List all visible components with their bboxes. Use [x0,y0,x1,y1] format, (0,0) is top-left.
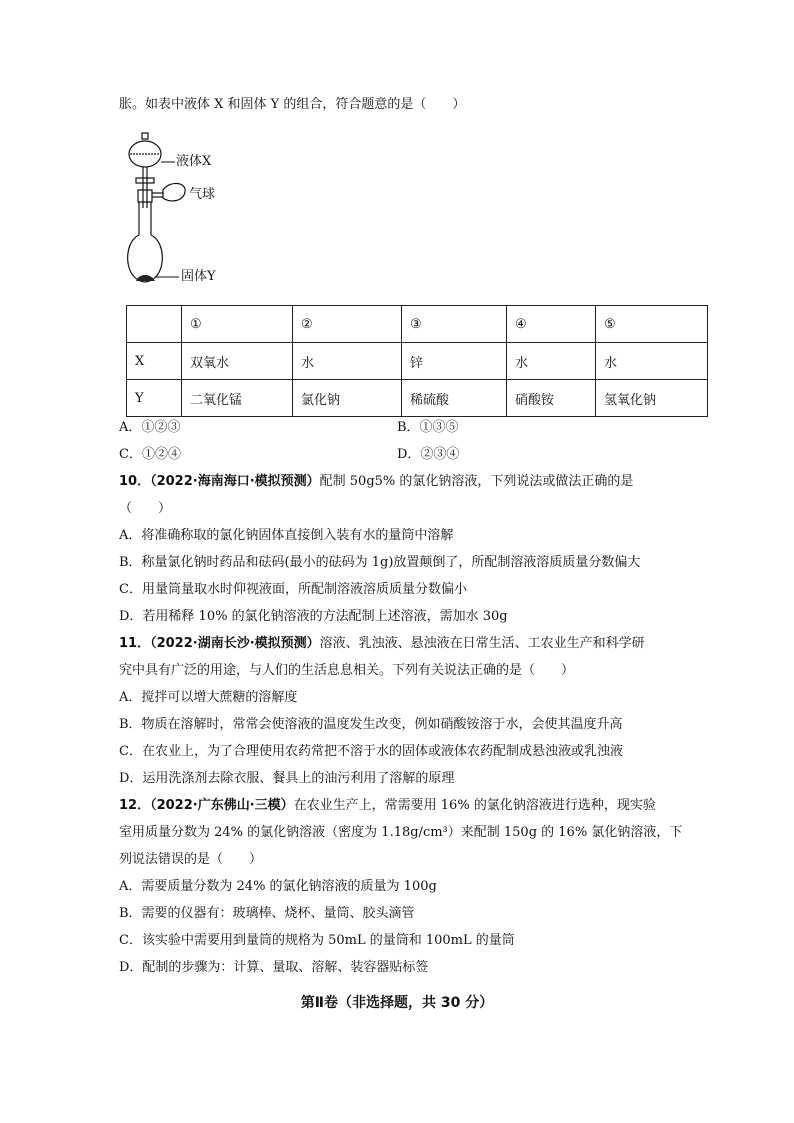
table-cell: 锌 [402,343,507,380]
q9-option-b: B．①③⑤ [397,420,459,435]
table-cell: 氯化钠 [293,380,402,417]
q12-stem-text: 在农业生产上，常需要用 16% 的氯化钠溶液进行选种，现实验 [293,798,656,813]
solid-pile [136,275,155,281]
q10-stem [119,473,633,491]
table-header-row [127,306,708,343]
q10-stem-text: 配制 50g5% 的氯化钠溶液，下列说法或做法正确的是 [319,474,634,489]
q12-option-d: D．配制的步骤为：计算、量取、溶解、装容器贴标签 [119,960,429,975]
question-9-stem-tail: 胀。如表中液体 X 和固体 Y 的组合，符合题意的是（ ） [119,97,466,112]
q11-number: 11． [119,636,151,651]
table-cell: Y [127,380,182,417]
apparatus-figure [115,130,245,288]
table-cell: 水 [596,343,708,380]
table-row [127,380,708,417]
table-cell: X [127,343,182,380]
table-cell: 二氧化锰 [182,380,293,417]
section-title: 第Ⅱ卷（非选择题，共 30 分） [300,995,494,1011]
table-cell: 双氧水 [182,343,293,380]
label-liquid-x: 液体X [176,154,212,169]
q10-number: 10． [119,474,151,489]
table-cell: 氢氧化钠 [596,380,708,417]
table-cell: 水 [293,343,402,380]
q10-option-c: C．用量筒量取水时仰视液面，所配制溶液溶质质量分数偏小 [119,582,467,597]
q11-source: （2022·湖南长沙·模拟预测） [150,636,320,651]
q11-stem [119,635,645,653]
q12-stem-line3: 列说法错误的是（ ） [119,852,263,867]
table-cell: ② [293,306,402,343]
q11-stem-text: 溶液、乳浊液、悬浊液在日常生活、工农业生产和科学研 [319,636,645,651]
table-cell: ① [182,306,293,343]
q12-option-c: C．该实验中需要用到量筒的规格为 50mL 的量筒和 100mL 的量筒 [119,933,515,948]
q10-option-d: D．若用稀释 10% 的氯化钠溶液的方法配制上述溶液，需加水 30g [119,609,508,624]
label-solid-y: 固体Y [181,269,216,284]
q11-option-a: A．搅拌可以增大蔗糖的溶解度 [119,690,298,705]
q10-source: （2022·海南海口·模拟预测） [150,474,320,489]
table-cell: ④ [507,306,596,343]
q12-option-b: B．需要的仪器有：玻璃棒、烧杯、量筒、胶头滴管 [119,906,415,921]
q11-option-d: D．运用洗涤剂去除衣服、餐具上的油污利用了溶解的原理 [119,771,455,786]
table-cell: 硝酸铵 [507,380,596,417]
q10-stem-blank: （ ） [119,501,172,516]
table-cell: 稀硫酸 [402,380,507,417]
q12-stem [119,797,656,815]
q12-option-a: A．需要质量分数为 24% 的氯化钠溶液的质量为 100g [119,879,437,894]
q11-stem-line2: 究中具有广泛的用途，与人们的生活息息相关。下列有关说法正确的是（ ） [119,663,575,678]
q9-option-d: D．②③④ [397,447,460,462]
table-row [127,343,708,380]
q11-option-b: B．物质在溶解时，常常会使溶液的温度发生改变，例如硝酸铵溶于水，会使其温度升高 [119,717,623,732]
table-cell: ⑤ [596,306,708,343]
q12-stem-line2: 室用质量分数为 24% 的氯化钠溶液（密度为 1.18g/cm³）来配制 150g 的 16% 氯化钠溶液，下 [119,825,683,840]
q9-option-a: A．①②③ [119,420,181,435]
label-balloon: 气球 [189,187,216,202]
table-cell: ③ [402,306,507,343]
q12-source: （2022·广东佛山·三模） [150,798,294,813]
combination-table [126,305,708,417]
table-cell: 水 [507,343,596,380]
q11-option-c: C．在农业上，为了合理使用农药常把不溶于水的固体或液体农药配制成悬浊液或乳浊液 [119,744,623,759]
q12-number: 12． [119,798,151,813]
q10-option-b: B．称量氯化钠时药品和砝码(最小的砝码为 1g)放置颠倒了，所配制溶液溶质质量分数偏大 [119,555,641,570]
q10-option-a: A．将准确称取的氯化钠固体直接倒入装有水的量筒中溶解 [119,528,454,543]
q9-option-c: C．①②④ [119,447,181,462]
table-cell [127,306,182,343]
